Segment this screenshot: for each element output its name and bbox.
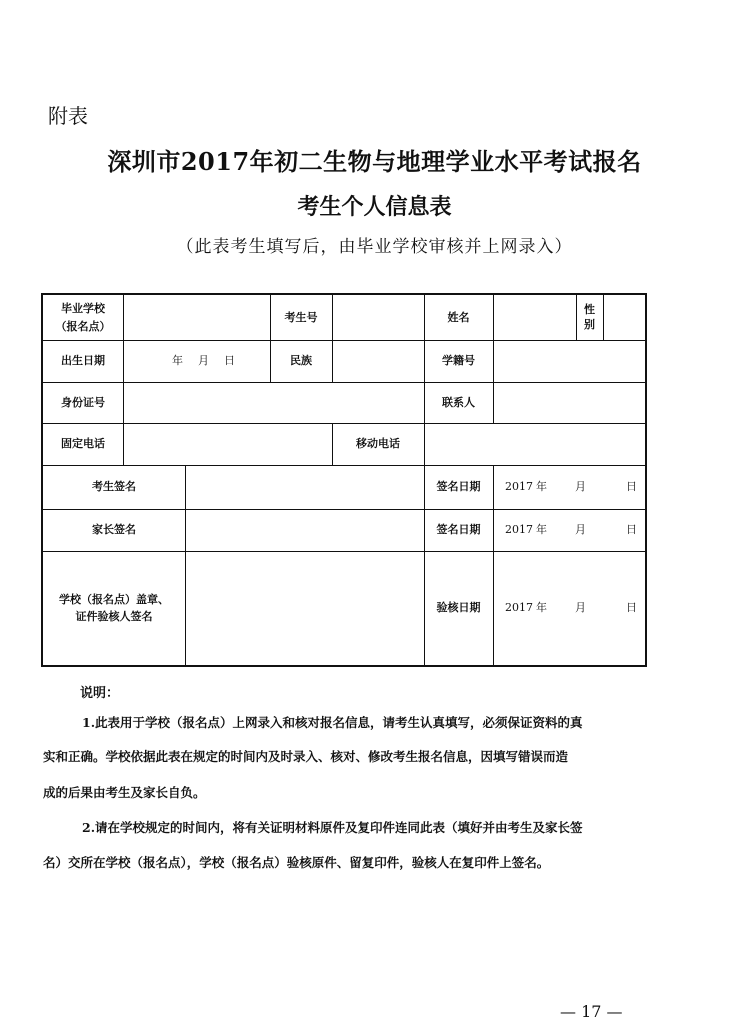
note-2-line-1: 2.请在学校规定的时间内，将有关证明材料原件及复印件连同此表（填好并由考生及家长签	[82, 820, 583, 835]
year-unit: 年	[536, 523, 547, 537]
contact-label: 联系人	[442, 395, 475, 409]
birth-day-unit: 日	[224, 354, 235, 368]
birth-date-field[interactable]	[123, 340, 270, 382]
note-1-line-3: 成的后果由考生及家长自负。	[43, 785, 206, 800]
id-card-input[interactable]	[123, 382, 424, 423]
name-input[interactable]	[493, 295, 576, 340]
day-unit: 日	[626, 480, 637, 494]
verify-date-field[interactable]	[493, 551, 645, 665]
gender-input[interactable]	[603, 295, 645, 340]
parent-sign-date-label: 签名日期	[436, 523, 481, 537]
notes-title: 说明：	[80, 686, 120, 701]
parent-sign-field[interactable]	[185, 509, 424, 551]
year-value: 2017	[505, 601, 533, 615]
appendix-label: 附表	[48, 104, 88, 128]
mobile-input[interactable]	[424, 423, 645, 465]
mobile-label: 移动电话	[356, 437, 400, 451]
name-label: 姓名	[447, 310, 470, 324]
student-sign-field[interactable]	[185, 465, 424, 509]
exam-no-label: 考生号	[284, 310, 318, 324]
birth-label: 出生日期	[61, 354, 105, 368]
month-unit: 月	[575, 523, 586, 537]
note-2-line-2: 名）交所在学校（报名点），学校（报名点）验核原件、留复印件，验核人在复印件上签名。	[43, 855, 550, 870]
year-value: 2017	[505, 523, 533, 537]
note-1-line-2: 实和正确。学校依据此表在规定的时间内及时录入、核对、修改考生报名信息，因填写错误而造	[43, 749, 569, 764]
parent-sign-label: 家长签名	[92, 523, 136, 537]
instruction-note: （此表考生填写后，由毕业学校审核并上网录入）	[176, 237, 573, 257]
verify-date-label: 验核日期	[436, 601, 481, 615]
landline-label: 固定电话	[61, 437, 105, 451]
exam-no-input[interactable]	[332, 295, 424, 340]
parent-sign-date-field[interactable]	[493, 509, 645, 551]
page-subtitle: 考生个人信息表	[297, 194, 452, 220]
school-stamp-field[interactable]	[185, 551, 424, 665]
student-id-label: 学籍号	[442, 354, 475, 368]
month-unit: 月	[575, 480, 586, 494]
contact-input[interactable]	[493, 382, 645, 423]
student-sign-date-field[interactable]	[493, 465, 645, 509]
day-unit: 日	[626, 523, 637, 537]
school-input[interactable]	[123, 295, 270, 340]
id-card-label: 身份证号	[61, 395, 105, 409]
day-unit: 日	[626, 601, 637, 615]
school-label: 毕业学校 （报名点）	[55, 302, 111, 333]
ethnicity-label: 民族	[290, 354, 312, 368]
student-sign-label: 考生签名	[92, 480, 136, 494]
month-unit: 月	[575, 601, 586, 615]
birth-month-unit: 月	[198, 354, 209, 368]
info-form-table	[41, 293, 647, 667]
school-stamp-label: 学校（报名点）盖章、 证件验核人签名	[59, 592, 169, 623]
gender-label: 性 别	[584, 303, 595, 331]
student-sign-date-label: 签名日期	[436, 480, 481, 494]
ethnicity-input[interactable]	[332, 340, 424, 382]
year-value: 2017	[505, 480, 533, 494]
year-unit: 年	[536, 480, 547, 494]
student-id-input[interactable]	[493, 340, 645, 382]
page-title: 深圳市2017年初二生物与地理学业水平考试报名	[107, 147, 642, 176]
birth-year-unit: 年	[172, 354, 183, 368]
landline-input[interactable]	[123, 423, 332, 465]
year-unit: 年	[536, 601, 547, 615]
page-number: — 17 —	[560, 1002, 623, 1021]
note-1-line-1: 1.此表用于学校（报名点）上网录入和核对报名信息，请考生认真填写，必须保证资料的真	[82, 715, 583, 730]
